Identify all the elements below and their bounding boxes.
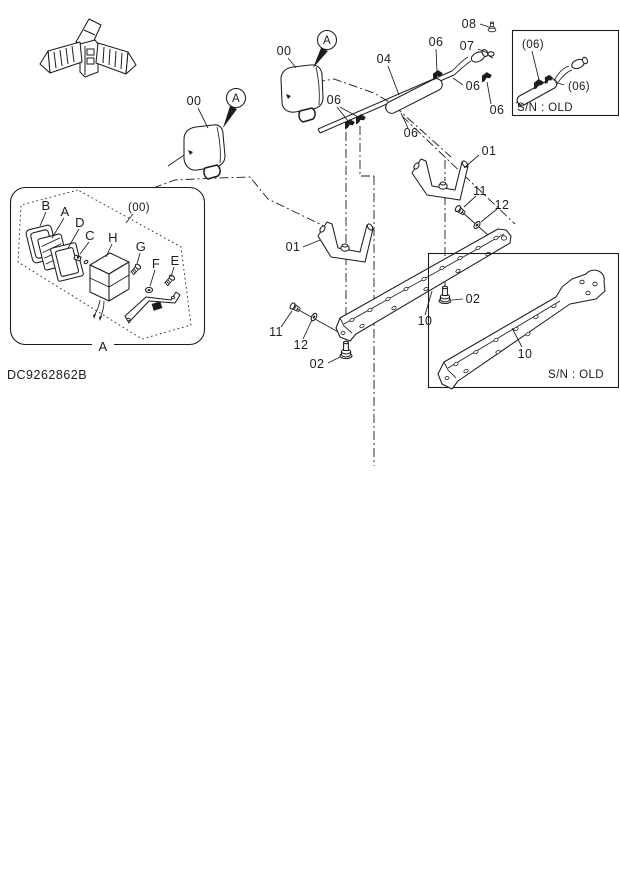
- callout-06-old-b: (06): [567, 81, 591, 93]
- callout-06-top: 06: [428, 35, 444, 49]
- callout-10-old: 10: [517, 347, 533, 361]
- callout-11-lower: 11: [269, 325, 283, 339]
- old-rail-caption: S/N : OLD: [548, 369, 605, 381]
- callout-08: 08: [461, 17, 477, 31]
- callout-12-lower: 12: [293, 338, 309, 352]
- callout-06-right: 06: [465, 79, 481, 93]
- callout-04: 04: [376, 52, 392, 66]
- callout-02-lower: 02: [309, 357, 325, 371]
- callout-00-left: 00: [186, 94, 202, 108]
- part-letter-c: C: [85, 228, 95, 243]
- view-arrow-right-label: A: [322, 35, 332, 47]
- part-letter-a: A: [60, 204, 70, 219]
- detail-view-label: A: [98, 339, 108, 354]
- callout-02-upper: 02: [465, 292, 481, 306]
- callout-06-loop: 06: [403, 126, 419, 140]
- callout-00-right: 00: [276, 44, 292, 58]
- view-arrow-left-label: A: [231, 93, 241, 105]
- part-letter-h: H: [108, 230, 118, 245]
- callout-06-bottom-right: 06: [489, 103, 505, 117]
- callout-07: 07: [459, 39, 475, 53]
- old-harness-caption: S/N : OLD: [517, 102, 574, 114]
- callout-01-lower: 01: [285, 240, 301, 254]
- part-letter-b: B: [41, 198, 51, 213]
- washer-f: [146, 287, 153, 292]
- callout-10-main: 10: [417, 314, 433, 328]
- part-letter-g: G: [135, 239, 147, 254]
- part-letter-e: E: [170, 253, 180, 268]
- part-letter-d: D: [75, 215, 85, 230]
- callout-06-left-pair: 06: [326, 93, 342, 107]
- callout-06-old-a: (06): [521, 39, 545, 51]
- detail-ref-00: (00): [127, 202, 151, 214]
- part-letter-f: F: [151, 256, 161, 271]
- callout-01-upper: 01: [481, 144, 497, 158]
- callout-12-upper: 12: [494, 198, 510, 212]
- drawing-code: DC9262862B: [7, 368, 88, 382]
- callout-11-upper: 11: [473, 184, 487, 198]
